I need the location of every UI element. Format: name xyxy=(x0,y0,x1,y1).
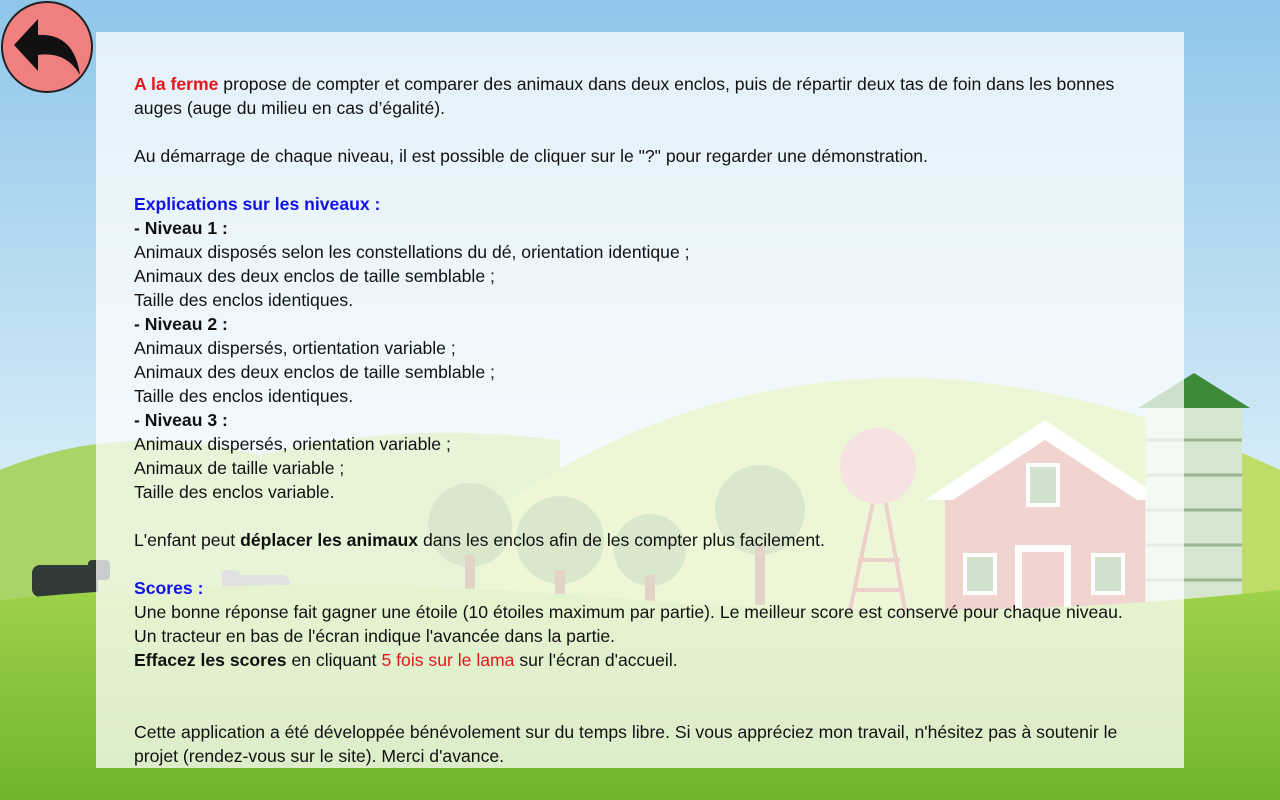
level-line: Animaux dispersés, ortientation variable ; xyxy=(134,338,456,358)
level-line: Animaux des deux enclos de taille semblable ; xyxy=(134,266,495,286)
app-name: A la ferme xyxy=(134,74,219,94)
level-title: - Niveau 2 : xyxy=(134,314,228,334)
level-2 xyxy=(134,312,1146,408)
scores-heading: Scores : xyxy=(134,578,204,598)
scores-text: Une bonne réponse fait gagner une étoile (10 étoiles maximum par partie). Le meilleur score est conservé pour chaque niveau. Un tracteur en bas de l'écran indique l'avancée dans la partie. xyxy=(134,602,1123,646)
level-1 xyxy=(134,216,1146,312)
level-line: Animaux de taille variable ; xyxy=(134,458,345,478)
footer-paragraph: Cette application a été développée bénévolement sur du temps libre. Si vous appréciez mon travail, n'hésitez pas à soutenir le projet (rendez-vous sur le site). Merci d'avance. xyxy=(134,722,1118,766)
intro-paragraph xyxy=(134,72,1146,120)
level-title: - Niveau 1 : xyxy=(134,218,228,238)
level-line: Animaux des deux enclos de taille semblable ; xyxy=(134,362,495,382)
erase-instruction: 5 fois sur le lama xyxy=(381,650,515,670)
level-line: Taille des enclos identiques. xyxy=(134,386,354,406)
back-arrow-icon xyxy=(8,15,86,79)
level-line: Animaux disposés selon les constellations du dé, orientation identique ; xyxy=(134,242,690,262)
level-line: Animaux dispersés, orientation variable ; xyxy=(134,434,451,454)
intro-text: propose de compter et comparer des animaux dans deux enclos, puis de répartir deux tas de foin dans les bonnes auges (auge du milieu en cas d’égalité). xyxy=(134,74,1115,118)
erase-scores-paragraph: Effacez les scores en cliquant 5 fois sur le lama sur l'écran d'accueil. xyxy=(134,650,678,670)
level-title: - Niveau 3 : xyxy=(134,410,228,430)
move-paragraph: L'enfant peut déplacer les animaux dans les enclos afin de les compter plus facilement. xyxy=(134,530,825,550)
levels-heading: Explications sur les niveaux : xyxy=(134,194,381,214)
level-3 xyxy=(134,408,1146,504)
move-bold: déplacer les animaux xyxy=(240,530,419,550)
level-line: Taille des enclos variable. xyxy=(134,482,335,502)
help-panel xyxy=(96,32,1184,768)
back-button[interactable] xyxy=(1,1,93,93)
demo-paragraph: Au démarrage de chaque niveau, il est possible de cliquer sur le "?" pour regarder une démonstration. xyxy=(134,146,928,166)
level-line: Taille des enclos identiques. xyxy=(134,290,354,310)
